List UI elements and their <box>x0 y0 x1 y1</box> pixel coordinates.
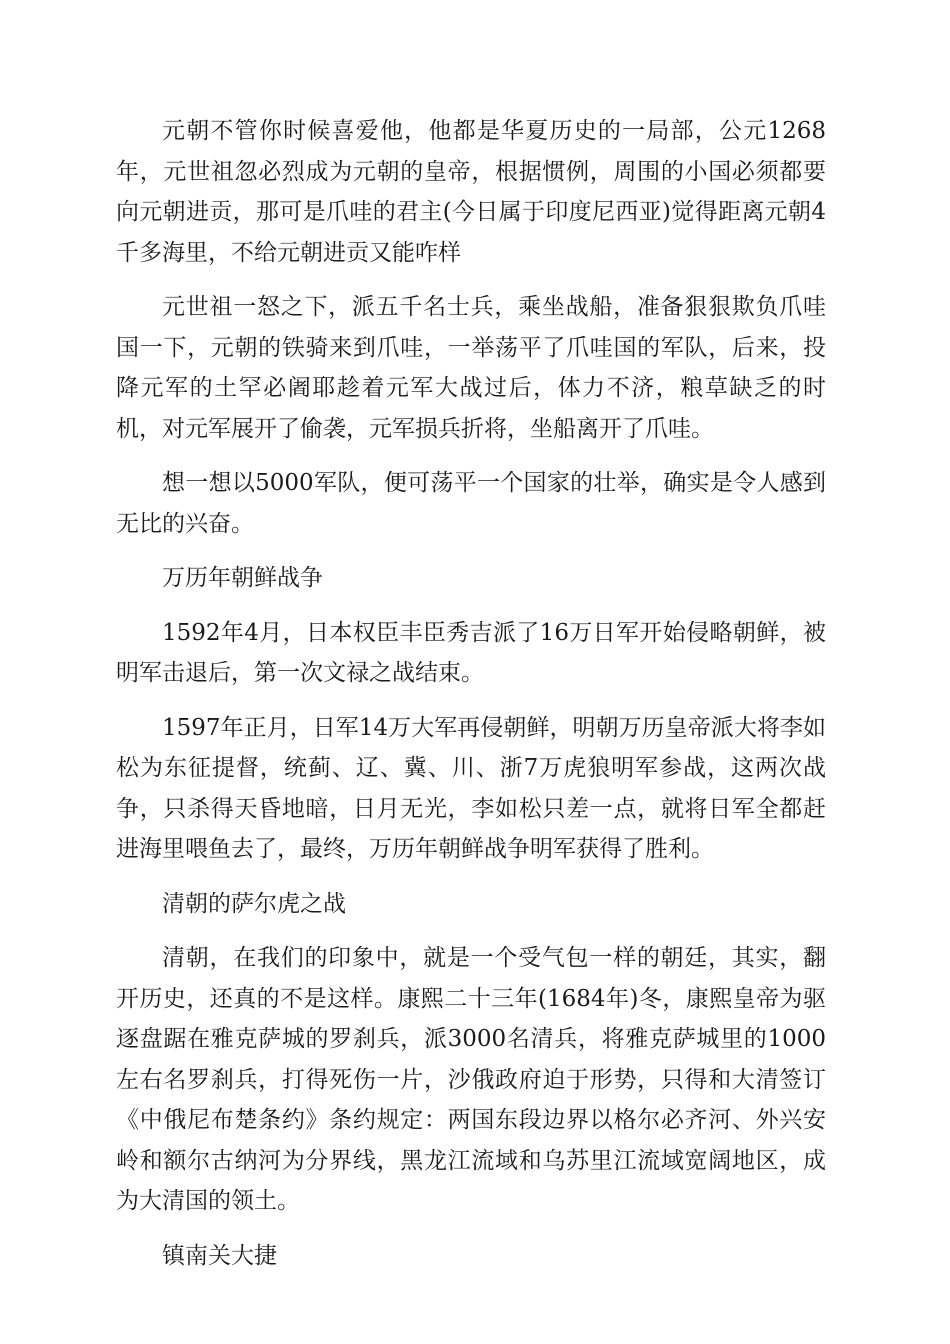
section-heading-wanli-korea-war: 万历年朝鲜战争 <box>162 565 323 591</box>
paragraph-yuan-java-expedition: 元世祖一怒之下，派五千名士兵，乘坐战船，准备狠狠欺负爪哇国一下，元朝的铁骑来到爪哇，一举荡平了爪哇国的军队，后来，投降元军的土罕必阇耶趁着元军大战过后，体力不济，粮草缺乏的时机，对元军展开了偷袭，元军损兵折将，坐船离开了爪哇。 <box>116 294 826 442</box>
paragraph-qing-albazin: 清朝，在我们的印象中，就是一个受气包一样的朝廷，其实，翻开历史，还真的不是这样。康熙二十三年(1684年)冬，康熙皇帝为驱逐盘踞在雅克萨城的罗刹兵，派3000名清兵，将雅克萨城里的1000左右名罗刹兵，打得死伤一片，沙俄政府迫于形势，只得和大清签订《中俄尼布楚条约》条约规定：两国东段边界以格尔必齐河、外兴安岭和额尔古纳河为分界线，黑龙江流域和乌苏里江流域宽阔地区，成为大清国的领土。 <box>116 945 826 1214</box>
section-heading-qing-sarhu: 清朝的萨尔虎之战 <box>162 890 346 917</box>
paragraph-1597-invasion: 1597年正月，日军14万大军再侵朝鲜，明朝万历皇帝派大将李如松为东征提督，统蓟、辽、冀、川、浙7万虎狼明军参战，这两次战争，只杀得天昏地暗，日月无光，李如松只差一点，就将日军全都赶进海里喂鱼去了，最终，万历年朝鲜战争明军获得了胜利。 <box>116 714 826 862</box>
paragraph-yuan-reflection: 想一想以5000军队，便可荡平一个国家的壮举，确实是令人感到无比的兴奋。 <box>116 470 826 537</box>
paragraph-yuan-dynasty-intro: 元朝不管你时候喜爱他，他都是华夏历史的一局部，公元1268年，元世祖忽必烈成为元朝的皇帝，根据惯例，周围的小国必须都要向元朝进贡，那可是爪哇的君主(今日属于印度尼西亚)觉得距离元朝4千多海里，不给元朝进贡又能咋样 <box>116 118 826 266</box>
section-heading-zhennanguan: 镇南关大捷 <box>162 1242 277 1269</box>
document-body <box>116 111 826 1290</box>
paragraph-1592-invasion: 1592年4月，日本权臣丰臣秀吉派了16万日军开始侵略朝鲜，被明军击退后，第一次文禄之战结束。 <box>116 619 826 686</box>
